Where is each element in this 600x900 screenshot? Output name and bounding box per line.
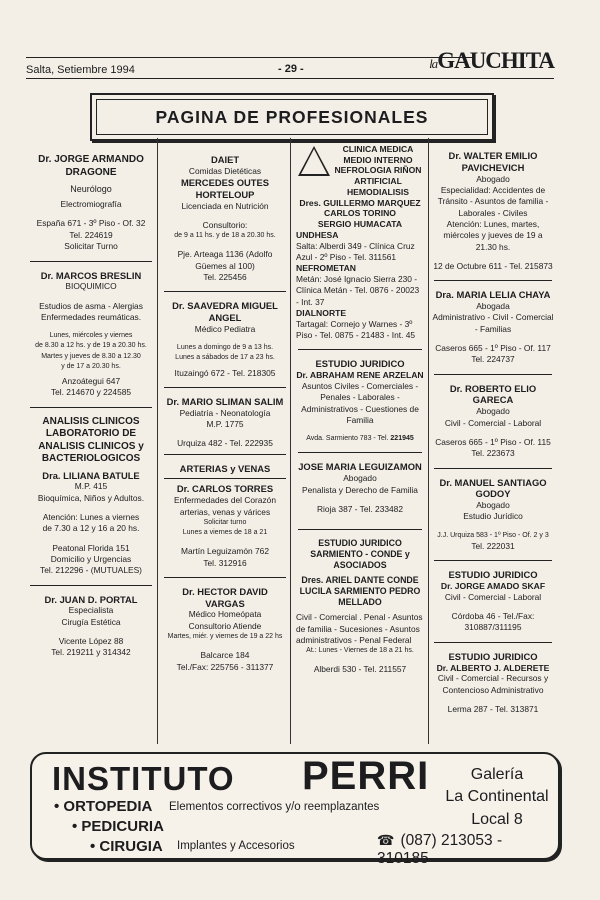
listing-name: ESTUDIO JURIDICO SARMIENTO - CONDE y ASOCIADOS — [310, 538, 410, 571]
listing-hours: Solicitar turno — [203, 518, 247, 526]
masthead-name: GAUCHITA — [437, 48, 554, 73]
listing — [28, 594, 154, 659]
listing-address: Caseros 665 - 1º Piso - Of. 117 — [435, 343, 551, 354]
listing-text: BIOQUIMICO — [65, 281, 117, 292]
masthead — [429, 48, 554, 74]
title-box — [90, 93, 494, 141]
listing-phone: Tel. 224619 — [69, 229, 113, 240]
branch-name: NEFROMETAN — [296, 263, 356, 274]
listing-text: Consultorio Atiende — [188, 620, 262, 631]
listing-name: Dr. WALTER EMILIO PAVICHEVICH — [448, 150, 538, 173]
separator — [434, 374, 552, 375]
listing — [296, 144, 424, 341]
listing — [432, 289, 554, 365]
ad-service-item: • CIRUGIA — [90, 838, 163, 855]
ad-location-line: Local 8 — [471, 810, 523, 828]
separator — [434, 560, 552, 561]
listing-hours: de 8.30 a 12 hs. y de 19 a 20.30 hs. — [35, 342, 147, 350]
listing-name: ANALISIS CLINICOS LABORATORIO DE ANALISIS CLINICOS y BACTERIOLOGICOS — [38, 415, 144, 465]
listing — [296, 538, 424, 675]
listing-hours: Lunes, miércoles y viernes — [49, 332, 133, 340]
listing-name: JOSE MARIA LEGUIZAMON — [298, 461, 422, 473]
listing-address: Alberdi 530 - Tel. 211557 — [313, 664, 407, 675]
listing-subname: MERCEDES OUTES HORTELOUP — [180, 177, 270, 200]
listing-text: Abogado — [476, 406, 510, 417]
page-number: - 29 - — [278, 63, 304, 75]
separator — [164, 291, 286, 292]
listing-name: ESTUDIO JURIDICO — [448, 569, 538, 581]
listing-text: Abogado — [343, 473, 377, 484]
ad-location — [437, 764, 557, 831]
listing — [162, 300, 288, 378]
listing-phone: Tel. 212296 - (MUTUALES) — [40, 565, 142, 576]
ad-phone — [377, 832, 558, 868]
listing-text: Especialista — [68, 605, 114, 616]
ad-location-line: La Continental — [445, 788, 549, 806]
listing-text: Pediatría - Neonatología — [179, 407, 271, 418]
listing-subname: Dr. ABRAHAM RENE ARZELAN — [296, 370, 424, 381]
listing-subname: CARLOS TORINO — [324, 208, 396, 219]
listing-name: CLINICA MEDICA MEDIO INTERNO NEFROLOGIA RIÑON ARTIFICIAL HEMODIALISIS — [334, 144, 422, 197]
address-text: Avda. Sarmiento 783 - Tel. — [306, 435, 389, 443]
listing-address: España 671 - 3º Piso - Of. 32 — [36, 218, 146, 229]
column-2 — [162, 154, 288, 673]
listing-phone: Tel. 312916 — [203, 557, 247, 568]
listing-text: Consultorio: — [202, 219, 248, 230]
branch-name: UNDHESA — [296, 229, 339, 240]
listing-text: Bioquímica, Niños y Adultos. — [37, 492, 145, 503]
listing-text: Penalista y Derecho de Familia — [302, 484, 418, 495]
listing-address: J.J. Urquiza 583 - 1º Piso - Of. 2 y 3 — [437, 531, 549, 539]
listing-hours: de 9 a 11 hs. y de 18 a 20.30 hs. — [174, 232, 276, 240]
listing — [296, 358, 424, 444]
separator — [298, 452, 422, 453]
separator — [164, 387, 286, 388]
listing-name: Dr. JUAN D. PORTAL — [44, 593, 138, 605]
listing-hours: de 7.30 a 12 y 16 a 20 hs. — [42, 523, 140, 534]
listing — [28, 416, 154, 577]
listing — [296, 461, 424, 515]
listing-text: Enfermedades del Corazón — [174, 495, 276, 506]
listing-text: Estudio Jurídico — [463, 511, 523, 522]
column-divider — [428, 138, 429, 744]
listing-hours: Atención: Lunes a viernes — [42, 511, 140, 522]
separator — [30, 261, 152, 262]
listing-address: Lerma 287 - Tel. 313871 — [447, 703, 539, 714]
listing-address: Urquiza 482 - Tel. 222935 — [177, 438, 273, 449]
listing-address — [296, 434, 424, 444]
listing-address: Martín Leguizamón 762 — [181, 546, 269, 557]
listing-name: ESTUDIO JURIDICO — [315, 358, 405, 370]
listing-hours: At.: Lunes - Viernes de 18 a 21 hs. — [306, 647, 414, 655]
telephone-icon: ☎ — [377, 832, 395, 848]
listing — [28, 154, 154, 253]
listing-phone: Tel. 225456 — [203, 272, 247, 283]
listing-text: M.P. 415 — [74, 481, 108, 492]
listing-phone: Tel. 219211 y 314342 — [51, 647, 131, 658]
listing — [432, 651, 554, 716]
ad-location-line: Galería — [470, 766, 524, 783]
listing-hours: Atención: Lunes, martes, miércoles y jueves de 19 a 21.30 hs. — [443, 218, 543, 252]
listing-subname: Dres. GUILLERMO MARQUEZ — [299, 197, 421, 208]
listing-subname: Dres. ARIEL DANTE CONDE LUCILA SARMIENTO PEDRO MELLADO — [299, 575, 421, 608]
listing-text: Abogado — [476, 173, 510, 184]
listing-name: DAIET — [210, 154, 240, 165]
listing-name: ESTUDIO JURIDICO — [448, 650, 538, 662]
listing-text: Civil - Comercial - Laboral — [444, 417, 542, 428]
listing — [432, 569, 554, 634]
listing-text: Civil - Comercial - Recursos y Contencioso Administrativo — [437, 673, 549, 695]
branch-address: Metán: José Ignacio Sierra 230 - Clínica Metán - Tel. 0876 - 20023 - Int. 37 — [296, 274, 420, 307]
listing-address: Vicente López 88 — [58, 636, 124, 647]
listing — [432, 150, 554, 272]
listing-hours: Martes y jueves de 8.30 a 12.30 — [41, 352, 141, 360]
listing-phone: Tel. 223673 — [471, 448, 515, 459]
listing-address: Caseros 665 - 1º Piso - Of. 115 — [435, 436, 551, 447]
listing-hours: Lunes a viernes de 18 a 21 — [182, 529, 268, 537]
ad-name-instituto: INSTITUTO — [52, 760, 235, 797]
listing-text: Abogada — [476, 301, 510, 311]
header-rule — [26, 78, 554, 79]
listing-text: Comidas Dietéticas — [188, 165, 262, 176]
listing-name: Dr. MARIO SLIMAN SALIM — [166, 395, 284, 407]
listing-text: Médico Pediatra — [194, 323, 256, 334]
listing-text: Civil - Comercial . Penal - Asuntos de familia - Sucesiones - Asuntos administrativos - Penal Federal — [296, 612, 423, 645]
listing-text: Neurólogo — [70, 184, 112, 194]
branch-address: Salta: Alberdi 349 - Clínica Cruz Azul - 2º Piso - Tel. 311561 — [296, 240, 415, 262]
listing-text: Médico Homeópata — [188, 609, 262, 620]
ad-phone-number: (087) 213053 - 310185 — [377, 832, 503, 867]
top-rule — [26, 57, 474, 58]
listing-address: Pje. Arteaga 1136 (Adolfo Güemes al 100) — [177, 249, 273, 271]
listing-subname: SERGIO HUMACATA — [317, 219, 403, 230]
separator — [30, 585, 152, 586]
listing-text: Administrativo - Civil - Comercial - Familias — [432, 312, 554, 334]
ad-service-item: • PEDICURIA — [72, 818, 164, 835]
listing-address: 12 de Octubre 611 - Tel. 215873 — [433, 260, 553, 271]
listing-text: Licenciada en Nutrición — [181, 200, 269, 211]
listing-phone: Tel. 214670 y 224585 — [50, 387, 132, 398]
column-3 — [296, 144, 424, 676]
listing-name: ARTERIAS y VENAS — [179, 462, 271, 474]
listing-name: Dr. SAAVEDRA MIGUEL ANGEL — [172, 300, 278, 324]
issue-date: Salta, Setiembre 1994 — [26, 64, 135, 76]
separator — [298, 349, 422, 350]
separator — [434, 280, 552, 281]
ad-service-item: • ORTOPEDIA — [54, 798, 153, 815]
listing-text: Solicitar Turno — [64, 241, 118, 252]
listing-subname: Dr. CARLOS TORRES — [176, 483, 274, 495]
separator — [434, 468, 552, 469]
listing-address: Anzoátegui 647 — [61, 375, 121, 386]
ad-service-desc: Implantes y Accesorios — [177, 840, 295, 852]
listing-address: Ituzaingó 672 - Tel. 218305 — [174, 367, 276, 378]
listing — [162, 463, 288, 569]
listing-name: Dr. ROBERTO ELIO GARECA — [449, 382, 537, 406]
listing-name: Dr. JORGE ARMANDO DRAGONE — [38, 154, 144, 178]
listing-address: Córdoba 46 - Tel./Fax: 310887/311195 — [451, 611, 535, 633]
listing-text: Cirugía Estética — [61, 616, 121, 627]
listing-address: Peatonal Florida 151 — [52, 542, 130, 553]
listing-name: Dr. HECTOR DAVID VARGAS — [182, 585, 268, 609]
listing-hours: y de 17 a 20.30 hs. — [61, 362, 121, 370]
listing-hours: Lunes a sábados de 17 a 23 hs. — [175, 354, 275, 362]
listing-subname: Dr. JORGE AMADO SKAF — [440, 581, 546, 592]
listing-text: Asuntos Civiles - Comerciales - Penales - Laborales - Administrativos - Cuestiones de Familia — [301, 380, 419, 425]
separator — [434, 642, 552, 643]
listing — [162, 154, 288, 283]
advertisement-banner — [30, 752, 560, 867]
listing-text: Electromiografía — [60, 199, 122, 210]
listing-text: M.P. 1775 — [206, 419, 244, 430]
column-4 — [432, 150, 554, 715]
listing-phone: Tel. 222031 — [471, 540, 515, 551]
listing-text: Abogado — [476, 500, 510, 511]
page-header — [26, 48, 554, 78]
separator — [30, 407, 152, 408]
listing-address: Rioja 387 - Tel. 233482 — [317, 503, 403, 514]
branch-name: DIALNORTE — [296, 308, 347, 319]
phone-number: 221945 — [390, 435, 414, 443]
listing-text: Estudios de asma - Alergias — [39, 300, 143, 311]
listing-subname: Dra. LILIANA BATULE — [42, 469, 140, 481]
column-divider — [290, 138, 291, 744]
listing-text: Enfermedades reumáticas. — [40, 311, 142, 322]
listing — [28, 270, 154, 399]
separator — [164, 577, 286, 578]
listing — [162, 586, 288, 673]
ad-name-perri: PERRI — [302, 754, 430, 798]
listing — [432, 477, 554, 553]
listing-text: Civil - Comercial - Laboral — [444, 591, 542, 602]
listing-address: Balcarce 184 — [200, 650, 250, 661]
listing — [432, 383, 554, 460]
listing-subname: Dr. ALBERTO J. ALDERETE — [436, 662, 550, 673]
column-1 — [28, 154, 154, 659]
listing-text: arterias, venas y várices — [179, 506, 271, 517]
triangle-logo-icon — [298, 146, 330, 176]
separator — [164, 454, 286, 455]
masthead-prefix: la — [429, 56, 438, 71]
listing-hours: Martes, miér. y viernes de 19 a 22 hs — [167, 633, 283, 641]
separator — [298, 529, 422, 530]
listing-phone: Tel./Fax: 225756 - 311377 — [176, 661, 274, 672]
listing — [162, 396, 288, 450]
listing-text: Domicilio y Urgencias — [50, 554, 132, 565]
ad-service-desc: Elementos correctivos y/o reemplazantes — [169, 801, 380, 813]
separator — [164, 478, 286, 479]
listing-text: Especialidad: Accidentes de Tránsito - Asuntos de familia - Laborales - Civiles — [437, 184, 549, 218]
listing-name: Dr. MARCOS BRESLIN — [40, 269, 142, 281]
listing-name: Dr. MANUEL SANTIAGO GODOY — [439, 476, 547, 500]
listing-hours: Lunes a domingo de 9 a 13 hs. — [176, 344, 274, 352]
listing-name: Dra. MARIA LELIA CHAYA — [435, 289, 551, 301]
branch-address: Tartagal: Cornejo y Warnes - 3º Piso - Tel. 0875 - 21483 - Int. 45 — [296, 318, 416, 341]
listing-phone: Tel. 224737 — [471, 354, 515, 365]
column-divider — [157, 138, 158, 744]
page-title: PAGINA DE PROFESIONALES — [96, 99, 488, 135]
